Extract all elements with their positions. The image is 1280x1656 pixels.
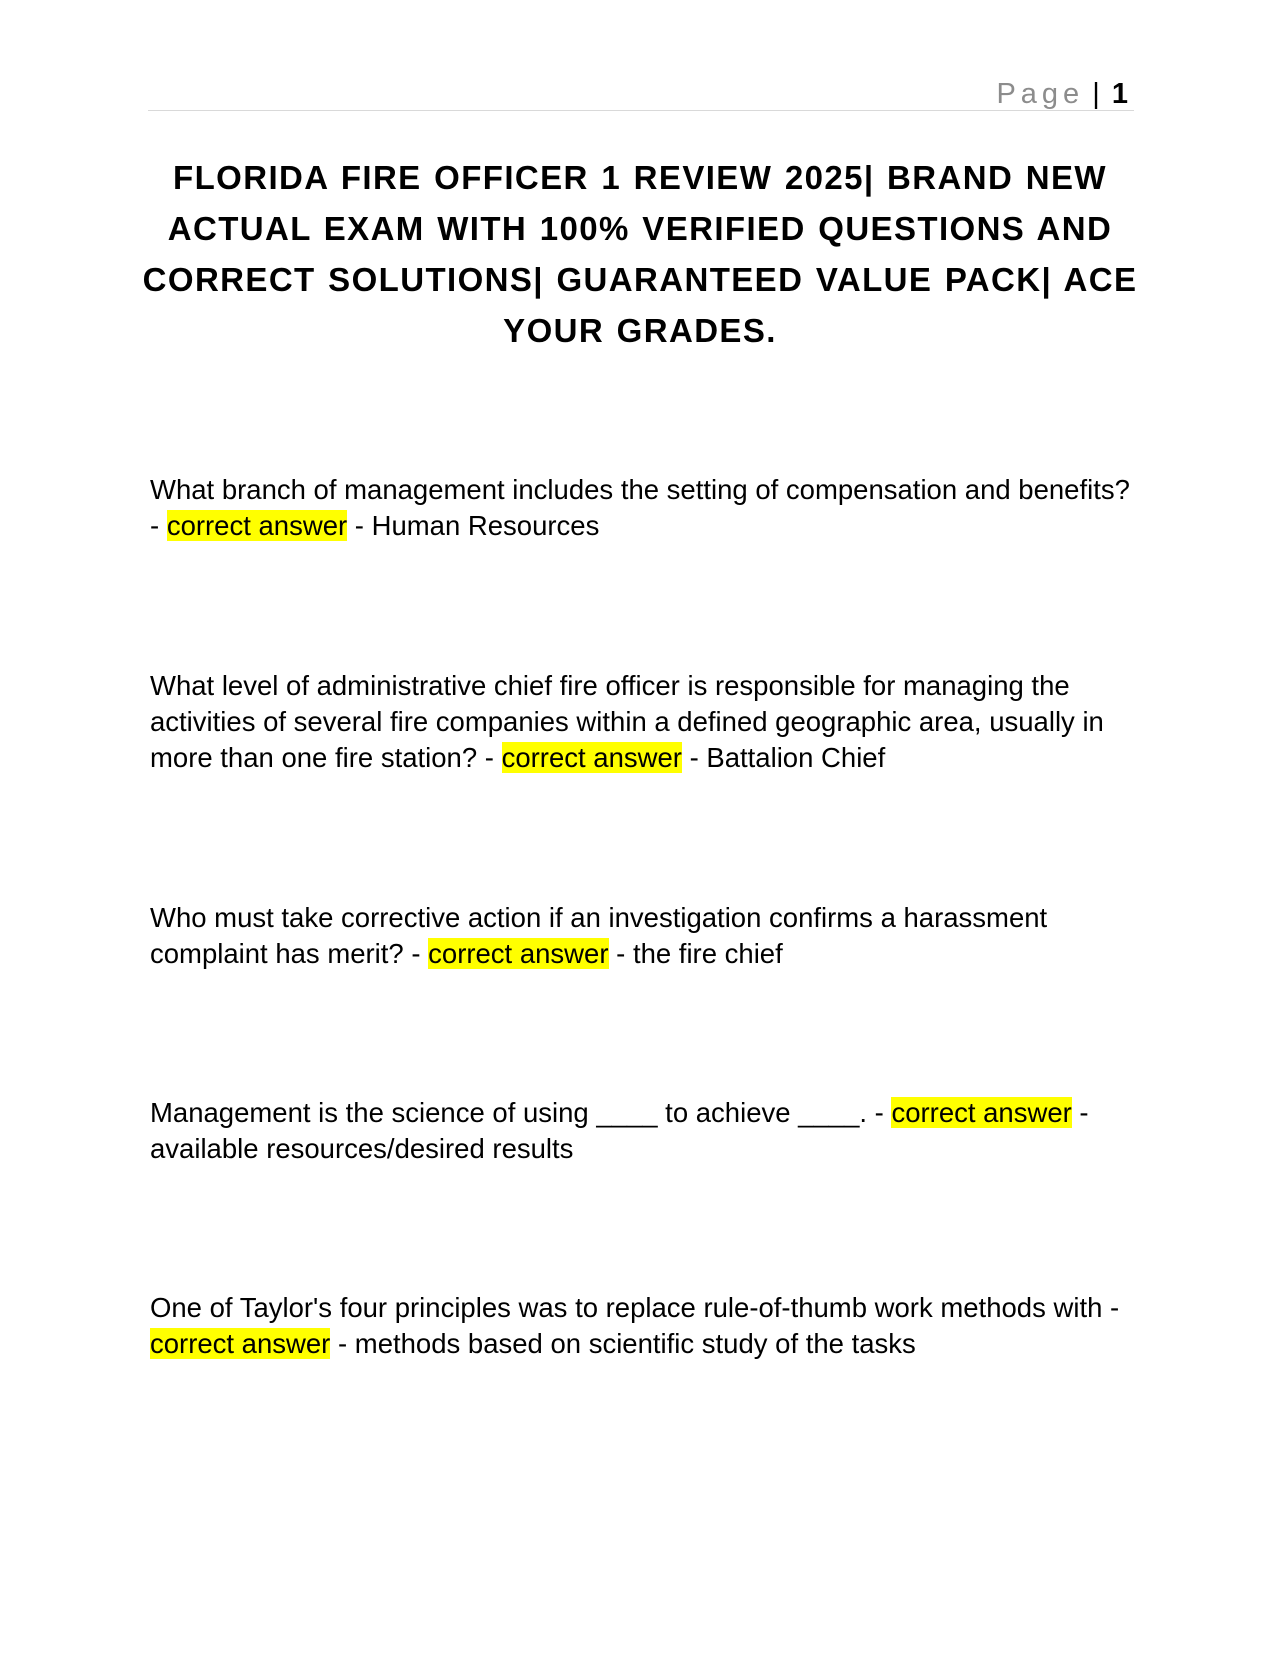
qa-item-3 <box>150 900 1130 972</box>
qa-item-5 <box>150 1290 1130 1362</box>
answer-text: - Human Resources <box>347 510 600 541</box>
correct-answer-label: correct answer <box>166 510 348 541</box>
correct-answer-label: correct answer <box>891 1097 1072 1128</box>
document-title: FLORIDA FIRE OFFICER 1 REVIEW 2025| BRAND NEW ACTUAL EXAM WITH 100% VERIFIED QUESTIONS AND CORRECT SOLUTIONS| GUARANTEED VALUE PACK| ACE YOUR GRADES. <box>142 159 1138 349</box>
answer-text: - available resources/desired results <box>150 1097 1089 1164</box>
correct-answer-label: correct answer <box>150 1328 331 1359</box>
question-text: What level of administrative chief fire officer is responsible for managing the activities of several fire companies within a defined geographic area, usually in more than one fire station? - <box>150 670 1104 773</box>
qa-item-4 <box>150 1095 1130 1167</box>
answer-text: - the fire chief <box>608 938 783 969</box>
answer-text: - Battalion Chief <box>681 742 886 773</box>
correct-answer-label: correct answer <box>501 742 682 773</box>
page-header <box>148 70 1134 111</box>
question-text: One of Taylor's four principles was to replace rule-of-thumb work methods with - <box>150 1292 1120 1323</box>
question-text: Who must take corrective action if an investigation confirms a harassment complaint has merit? - <box>150 902 1048 969</box>
page-separator: | <box>1092 78 1100 110</box>
qa-item-1 <box>150 472 1130 544</box>
answer-text: - methods based on scientific study of the tasks <box>330 1328 916 1359</box>
question-text: Management is the science of using ____ to achieve ____. - <box>150 1097 892 1128</box>
qa-item-2 <box>150 668 1130 776</box>
page-number: 1 <box>1111 78 1128 110</box>
correct-answer-label: correct answer <box>428 938 609 969</box>
page-number-label <box>996 78 1128 111</box>
question-text: What branch of management includes the setting of compensation and benefits? - <box>150 474 1130 541</box>
page-word: Page <box>996 78 1085 110</box>
